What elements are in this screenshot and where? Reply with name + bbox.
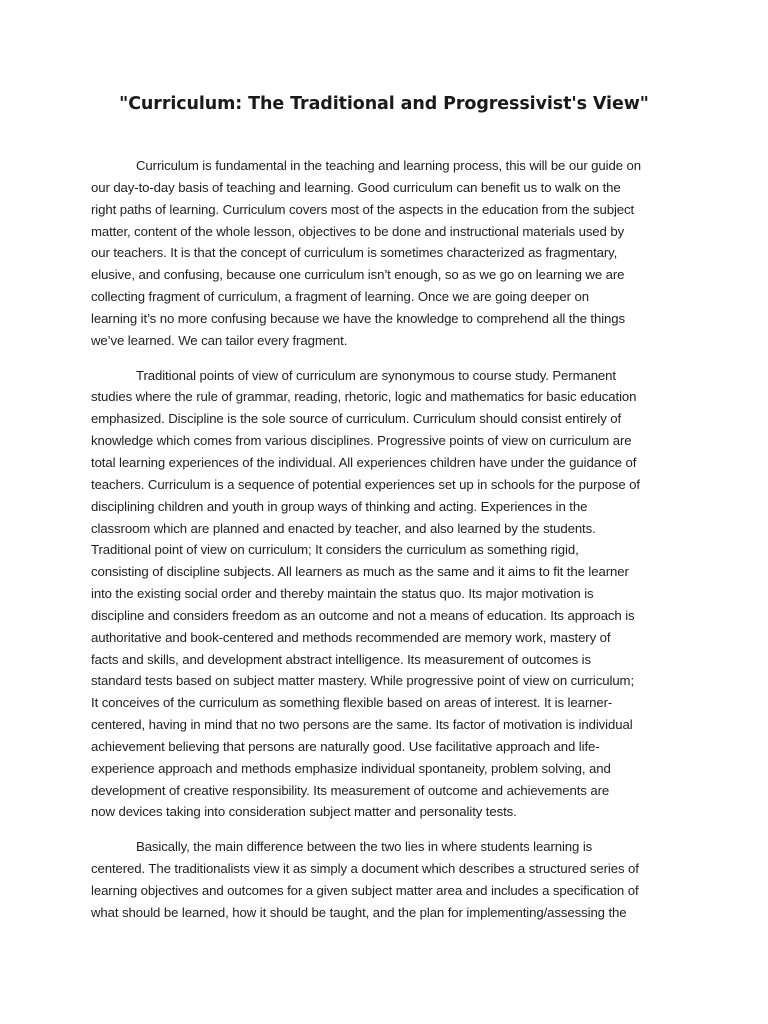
text-line: Curriculum is fundamental in the teaching and learning process, this will be our guide on	[136, 158, 641, 173]
text-line: our day-to-day basis of teaching and learning. Good curriculum can benefit us to walk on the	[91, 179, 621, 195]
text-line: classroom which are planned and enacted by teacher, and also learned by the students.	[91, 520, 596, 536]
text-line: standard tests based on subject matter mastery. While progressive point of view on curriculum;	[91, 673, 635, 689]
text-line: centered. The traditionalists view it as simply a document which describes a structured series of	[91, 861, 639, 877]
text-line: now devices taking into consideration subject matter and personality tests.	[91, 804, 517, 820]
text-line: collecting fragment of curriculum, a fragment of learning. Once we are going deeper on	[91, 289, 589, 305]
text-line: experience approach and methods emphasize individual spontaneity, problem solving, and	[91, 760, 611, 776]
paragraph-3	[91, 836, 681, 923]
paragraph-1	[91, 155, 681, 352]
text-line: studies where the rule of grammar, reading, rhetoric, logic and mathematics for basic education	[91, 389, 637, 405]
text-line: Traditional point of view on curriculum; It considers the curriculum as something rigid,	[91, 542, 579, 558]
document-body	[91, 155, 681, 937]
paragraph-2	[91, 365, 681, 824]
text-line: right paths of learning. Curriculum covers most of the aspects in the education from the subject	[91, 201, 635, 217]
text-line: total learning experiences of the individual. All experiences children have under the guidance of	[91, 454, 637, 470]
text-line: elusive, and confusing, because one curriculum isn’t enough, so as we go on learning we are	[91, 267, 625, 283]
text-line: authoritative and book-centered and methods recommended are memory work, mastery of	[91, 629, 611, 645]
text-line: centered, having in mind that no two persons are the same. Its factor of motivation is individual	[91, 717, 633, 733]
text-line: learning objectives and outcomes for a given subject matter area and includes a specification of	[91, 883, 639, 898]
document-title: "Curriculum: The Traditional and Progressivist's View"	[119, 94, 649, 114]
text-line: facts and skills, and development abstract intelligence. Its measurement of outcomes is	[91, 651, 592, 667]
text-line: disciplining children and youth in group ways of thinking and acting. Experiences in the	[91, 498, 588, 514]
text-line: we’ve learned. We can tailor every fragment.	[91, 332, 348, 348]
text-line: knowledge which comes from various disciplines. Progressive points of view on curriculum are	[91, 433, 632, 449]
text-line: development of creative responsibility. Its measurement of outcome and achievements are	[91, 782, 610, 798]
text-line: into the existing social order and thereby maintain the status quo. Its major motivation is	[91, 586, 594, 602]
text-line: Basically, the main difference between the two lies in where students learning is	[136, 839, 593, 855]
text-line: discipline and considers freedom as an outcome and not a means of education. Its approach is	[91, 607, 635, 623]
text-line: learning it’s no more confusing because we have the knowledge to comprehend all the things	[91, 310, 625, 326]
text-line: what should be learned, how it should be taught, and the plan for implementing/assessing the	[91, 904, 627, 920]
text-line: consisting of discipline subjects. All learners as much as the same and it aims to fit the learner	[91, 564, 629, 580]
text-line: Traditional points of view of curriculum are synonymous to course study. Permanent	[136, 367, 616, 383]
text-line: emphasized. Discipline is the sole source of curriculum. Curriculum should consist entirely of	[91, 411, 622, 427]
text-line: It conceives of the curriculum as something flexible based on areas of interest. It is learner-	[91, 695, 613, 711]
text-line: matter, content of the whole lesson, objectives to be done and instructional materials used by	[91, 223, 625, 239]
text-line: teachers. Curriculum is a sequence of potential experiences set up in schools for the purpose of	[91, 476, 640, 492]
text-line: our teachers. It is that the concept of curriculum is sometimes characterized as fragmentary,	[91, 245, 618, 261]
text-line: achievement believing that persons are naturally good. Use facilitative approach and life-	[91, 738, 600, 754]
